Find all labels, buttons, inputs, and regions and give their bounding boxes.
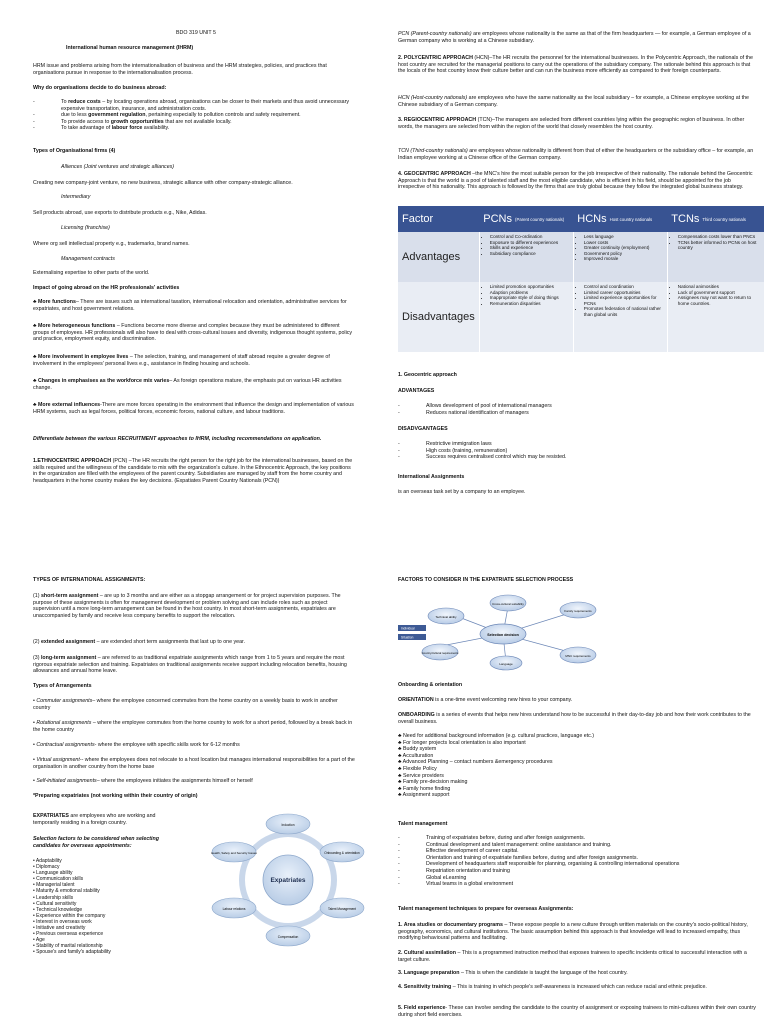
long-term-paragraph: (3) long-term assignment – are referred to as traditional expatriate assignments which range from 1 to 5 years and require the most rigorous expatriate selection and training. Expatriates on traditional assignments receive support including relocation benefits, housing allowances and annual home leave. [33,655,347,675]
pcn-definition: PCN (Parent-country nationals) are employees whose nationality is the same as that of the firm headquarters — for example, a German employee of a German company who is working at a Chinese subsidiary. [398,31,751,44]
arrangement-item: • Commuter assignments– where the employee concerned commutes from the home country on a weekly basis to work in another country [33,698,338,711]
list-item: • Previous overseas experience [33,931,104,938]
onboarding-list [398,733,758,799]
list-item: ♣ Service providers [398,772,444,779]
svg-text:Labour relations: Labour relations [222,907,246,911]
svg-text:Family requirements: Family requirements [564,609,592,613]
club-icon: ♣ [33,323,37,329]
ia-text: is an overseas task set by a company to an employee. [398,489,526,495]
tcn-definition: TCN (Third-country nationals) are employees whose nationality is different from that of either the headquarters or the subsidiary office – for example, an Indian employee working at a Chinese office of the German company. [398,148,754,161]
geo-heading: 1. Geocentric approach [398,372,457,378]
talent-heading: Talent management [398,821,448,827]
recruitment-heading: Differentiate between the various RECRUITMENT approaches to IHRM, including recommendations on application. [33,436,322,442]
disadvantages-heading: DISADVGANTAGES [398,426,448,432]
type-name: Alliences (Joint ventures and strategic alliances) [61,164,175,170]
selection-diagram [398,590,698,675]
type-desc: Externalising expertise to other parts of the world. [33,270,150,276]
list-item: • Age [33,937,45,944]
svg-text:Onboarding & orientation: Onboarding & orientation [324,851,360,855]
type-name: Intermediary [61,194,91,200]
club-icon: ♣ [33,354,37,360]
page-2 [384,0,768,560]
svg-text:Induction: Induction [281,823,295,827]
page-3 [0,568,384,1024]
list-item: ♣ Advanced Planning – contact numbers &emergency procedures [398,759,553,766]
list-item: • Interest in overseas work [33,918,92,925]
list-item: • Experience within the company [33,912,106,919]
diagram-node [560,647,596,663]
svg-text:MNC requirements: MNC requirements [565,654,591,658]
selection-factors-heading: Selection factors to be considered when selecting candidates for overseas appointments: [33,836,159,849]
list-item: • Adaptability [33,858,62,864]
onboarding-heading: Onboarding & orientation [398,682,463,688]
arrangement-item: • Rotational assignments – where the employee commutes from the home country to work for a short period, followed by a break back in the home country [33,720,353,733]
expatriates-definition: EXPATRIATES are employees who are working and temporarily residing in a foreign country. [33,813,156,826]
list-item: • Technical knowledge [33,906,83,913]
technique-item: 4. Sensitivity training – This is training in which people's self-awareness is increased which can reduce racial and ethnic prejudice. [398,984,707,990]
intro-paragraph: HRM issue and problems arising from the internationalisation of business and the HRM strategies, policies, and practices that organisations pursue in response to the internationalisation process. [33,63,327,76]
svg-text:Compensation: Compensation [277,935,299,939]
ethnocentric-paragraph: 1.ETHNOCENTRIC APPROACH (PCN) –The HR recruits the right person for the right job for the international businesses, based on the skills required and the willingness of the candidate to mix with the organization's culture. In the Ethnocentric Approach, the key positions in the organization are filled with the employees of the parent country. Subsidiaries are managed by staff from the home country and headquarters in the home country makes the key decisions. (Expatiates Parent Country Nationals (PCN)) [33,458,353,484]
arrangement-item: • Self-initiated assignments– where the employees initiates the assignments himself or herself [33,778,253,784]
club-icon: ♣ [398,792,402,799]
list-item: - Repatriation orientation and training [398,867,510,874]
page-1 [0,0,384,560]
list-item: ♣ Need for additional background information (e.g. cultural practices, language etc.) [398,733,595,739]
regiocentric-paragraph: 3. REGIOCENTRIC APPROACH (TCN)–The managers are selected from different countries lying within the geographic region of business. In other words, the managers are selected from within the region of the world that closely resembles the host country. [398,117,745,130]
list-item: • Leadership skills [33,894,74,901]
extended-paragraph: (2) extended assignment – are extended short term assignments that last up to one year. [33,639,245,645]
assignments-heading: TYPES OF INTERNATIONAL ASSIGNMENTS: [33,577,146,583]
club-icon: ♣ [398,746,402,753]
diagram-node [428,608,464,624]
short-term-paragraph: (1) short-term assignment – are up to 3 months and are either as a stopgap arrangement or for project supervision purposes. The purpose of these assignments is often for management development or problem solving and can include roles such as project supervision until a more long-term arrangement can be found in the host country. In most short-term assignments, expatriates are unaccompanied by family and receive less company benefits to support the relocation. [33,593,341,619]
club-icon: ♣ [398,779,402,786]
row-label: Disadvantages [398,282,479,352]
table-header: Factor [398,206,479,232]
cycle-node [266,814,310,834]
svg-text:Situation: Situation [401,635,414,640]
list-item: - Success requires centralised control which may be resisted. [398,454,567,461]
list-item: • Spouse's and family's adaptability [33,949,111,956]
list-item: - Global eLearning [398,874,467,881]
diagram-tag [398,634,426,640]
table-cell: • National animosities • Lack of government support • Assignees may not want to return to home countries. [667,282,764,352]
diagram-node [490,656,522,670]
list-item: - Orientation and training of expatriate families before, during and after foreign assignments. [398,854,638,861]
list-item: - To reduce costs – by locating operations abroad, organisations can be closer to their markets and thus avoid unnecessary expensive transportation, insurance, and administration costs. [33,99,349,112]
list-item: • Language ability [33,870,73,877]
list-item: - Development of headquarters staff responsible for planning, organising & controlling international operations [398,861,680,868]
arrangement-item: • Contractual assignments- where the employee with specific skills work for 6-12 months [33,742,240,748]
page-title: International human resource management (IHRM) [66,45,194,51]
list-item: - Reduces national identification of managers [398,409,529,416]
technique-item: 3. Language preparation – This is when the candidate is taught the language of the host country. [398,970,628,976]
why-list [33,99,353,132]
table-cell: • Control and coordination • Limited career opportunities • Limited experience opportunities for PCNs • Promotes federation of national rather than global units [573,282,667,352]
technique-item: 5. Field experience- These can involve sending the candidate to the country of assignment or exposing trainees to mini-cultures within their own country during short field exercises. [398,1005,756,1018]
table-header: PCNs (Parent country nationals) [479,206,573,232]
impact-item: ♣ More heterogeneous functions – Functions become more diverse and complex because they must be administered to different groups of employees. HR professionals will also have to deal with cross-cultural issues and diversity, indigenous thought systems, policy and practice, employment equity, and discrimination. [33,323,353,343]
table-cell: • Limited promotion opportunities • Adaption problems • Inappropriate style of doing things • Remuneration disparities [479,282,573,352]
impact-heading: Impact of going abroad on the HR professionals' activities [33,285,180,291]
club-icon: ♣ [398,752,402,759]
table-header: HCNs Host country nationals [573,206,667,232]
technique-item: 1. Area studies or documentary programs – These expose people to a new culture through written materials on the country's socio-political history, geography, economics, and cultural institutions. The basic assumption behind this approach is that knowledge will lead to increased empathy, thus modifying behavioural patterns and facilitating. [398,922,748,942]
club-icon: ♣ [33,402,37,408]
hcn-definition: HCN (Host-country nationals) are employees who have the same nationality as the local subsidiary – for example, a Chinese employee working at the Chinese subsidiary of a German company. [398,95,749,108]
svg-text:Health, Safety and Security Is: Health, Safety and Security Issues [211,851,257,855]
list-item: - Restrictive immigration laws [398,441,492,447]
why-heading: Why do organisations decide to do business abroad: [33,85,167,91]
list-item: - High costs (training, remuneration) [398,447,508,454]
impact-item: ♣ More functions– There are issues such as international taxation, international relocation and orientation, administrative services for expatriates, and host government relations. [33,299,347,312]
list-item: • Communication skills [33,876,84,883]
advantages-heading: ADVANTAGES [398,388,435,394]
arrangements-heading: Types of Arrangements [33,683,92,689]
advantages-list [398,403,758,416]
cycle-node [266,926,310,946]
disadvantages-list [398,441,758,461]
list-item: • Initiative and creativity [33,925,86,932]
table-cell: • Less language • Lower costs • Greater continuity (employment) • Government policy • Improved morale [573,232,667,282]
list-item: ♣ Family home finding [398,785,451,792]
svg-text:Language: Language [499,662,513,666]
expatriate-cycle-diagram [200,804,380,954]
svg-text:Technical ability: Technical ability [435,615,457,619]
svg-text:Cross-cultural suitability: Cross-cultural suitability [492,602,524,606]
techniques-heading: Talent management techniques to prepare for overseas Assignments: [398,906,574,912]
club-icon: ♣ [398,785,402,792]
svg-text:Individual: Individual [401,626,415,631]
type-name: Licensing (franchise) [61,225,110,231]
onboarding-definition: ONBOARDING is a series of events that helps new hires understand how to be successful in their day-to-day job and how their work contributes to the overall business. [398,712,751,725]
list-item: - Continual development and talent management: online assistance and training. [398,841,612,848]
impact-item: ♣ More external influences-There are more forces operating in the environment that influence the design and implementation of various HRM systems, such as legal forces, political forces, economic forces, national culture, and labour traditions. [33,402,354,415]
cycle-node [320,898,364,918]
table-cell: • Control and Co-ordination • Exposure to different experiences • Skills and experience • Subsidiary compliance [479,232,573,282]
list-item: ♣ Flexible Policy [398,765,437,772]
list-item: - Effective development of career capital. [398,848,519,855]
geocentric-paragraph: 4. GEOCENTRIC APPROACH –the MNC's hire the most suitable person for the job irrespective of their nationality. The rationale behind the Geocentric Approach is that the world is a pool of talented staff and the most eligible candidate, who is efficient in his field, should be appointed for the job irrespective of his nationality. This approach is followed by the firms that are truly global because they follow the integrated global business strategy. [398,171,753,191]
type-desc: Where org sell intellectual property e.g., trademarks, brand names. [33,241,190,247]
list-item: ♣ Assignment support [398,792,450,799]
polycentric-paragraph: 2. POLYCENTRIC APPROACH (HCN)–The HR recruits the personnel for the international businesses. In the Polycentric Approach, the nationals of the host country are recruited for the managerial positions to carry out the operations of the subsidiary company. The rationale behind this approach is that the locals of the host country know their culture better and can run the business more efficiently as compared to their foreign counterparts. [398,55,753,75]
club-icon: ♣ [398,733,402,739]
technique-item: 2. Cultural assimilation – This is a programmed instruction method that exposes trainees to specific incidents critical to successful interaction with a target culture. [398,950,747,963]
diagram-node [422,644,459,660]
talent-list [398,835,758,888]
club-icon: ♣ [398,759,402,766]
club-icon: ♣ [398,739,402,746]
club-icon: ♣ [398,772,402,779]
table-cell: • Compensation costs lower than PNCs • TCNs better informed to PCNs on host country [667,232,764,282]
table-header: TCNs Third country nationals [667,206,764,232]
type-name: Management contracts [61,256,115,262]
list-item: • Cultural sensitivity [33,900,77,907]
impact-item: ♣ More involvement in employee lives – The selection, training, and management of staff abroad require a greater degree of involvement in the employees' personal lives e.g., assistance in finding housing and schools. [33,354,330,367]
arrangement-item: • Virtual assignment-- where the employees does not relocate to a host location but manages international responsibilities for a part of the organisation in another country from the home base [33,757,355,770]
types-heading: Types of Organisational firms (4) [33,148,116,154]
list-item: - To provide access to growth opportunities that are not available locally. [33,118,232,125]
list-item: • Managerial talent [33,882,75,889]
svg-text:Country/cultural requirements: Country/cultural requirements [421,651,459,655]
cycle-node [212,898,256,918]
diagram-node [560,602,596,618]
list-item: ♣ Buddy system [398,746,437,753]
ia-heading: International Assignments [398,474,465,480]
type-desc: Sell products abroad, use exports to distribute products e.g., Nike, Adidas. [33,210,207,216]
type-desc: Creating new company-joint venture, no new business, strategic alliance with other company-strategic alliance. [33,180,293,186]
list-item: • Stability of marital relationship [33,943,103,950]
list-item: - To take advantage of labour force availability. [33,125,170,132]
comparison-table [398,206,764,352]
factors-list [33,858,183,956]
cycle-node [320,842,364,862]
svg-text:Talent Management: Talent Management [328,907,356,911]
diagram-node [490,595,526,611]
orientation-definition: ORIENTATION is a one-time event welcoming new hires to your company. [398,697,573,703]
diagram-tag [398,625,426,631]
club-icon: ♣ [33,378,37,384]
course-code: BDO 319 UNIT 5 [176,30,216,36]
list-item: • Diplomacy [33,864,60,871]
impact-item: ♣ Changes in emphasises as the workforce mix varies– As foreign operations mature, the emphasis put on various HR activities change. [33,378,342,391]
svg-text:Selection decision: Selection decision [487,633,519,637]
list-item: - Training of expatriates before, during and after foreign assignments. [398,835,586,841]
club-icon: ♣ [398,765,402,772]
list-item: ♣ For longer projects local orientation is also important [398,739,526,746]
page-4 [384,568,768,1024]
cycle-center-label: Expatriates [270,877,306,884]
selection-process-heading: FACTORS TO CONSIDER IN THE EXPATRIATE SELECTION PROCESS [398,577,574,583]
preparing-heading: *Preparing expatriates (not working within their country of origin) [33,793,198,799]
list-item: - Virtual teams in a global environment [398,881,514,888]
list-item: ♣ Family pre-decision making [398,779,468,786]
diagram-center [480,624,526,644]
row-label: Advantages [398,232,479,282]
list-item: - Allows development of pool of international managers [398,403,552,409]
list-item: ♣ Acculturation [398,752,434,759]
list-item: • Maturity & emotional stability [33,888,100,895]
list-item: - due to less government regulation, pertaining especially to pollution controls and safety requirement. [33,112,301,119]
club-icon: ♣ [33,299,37,305]
